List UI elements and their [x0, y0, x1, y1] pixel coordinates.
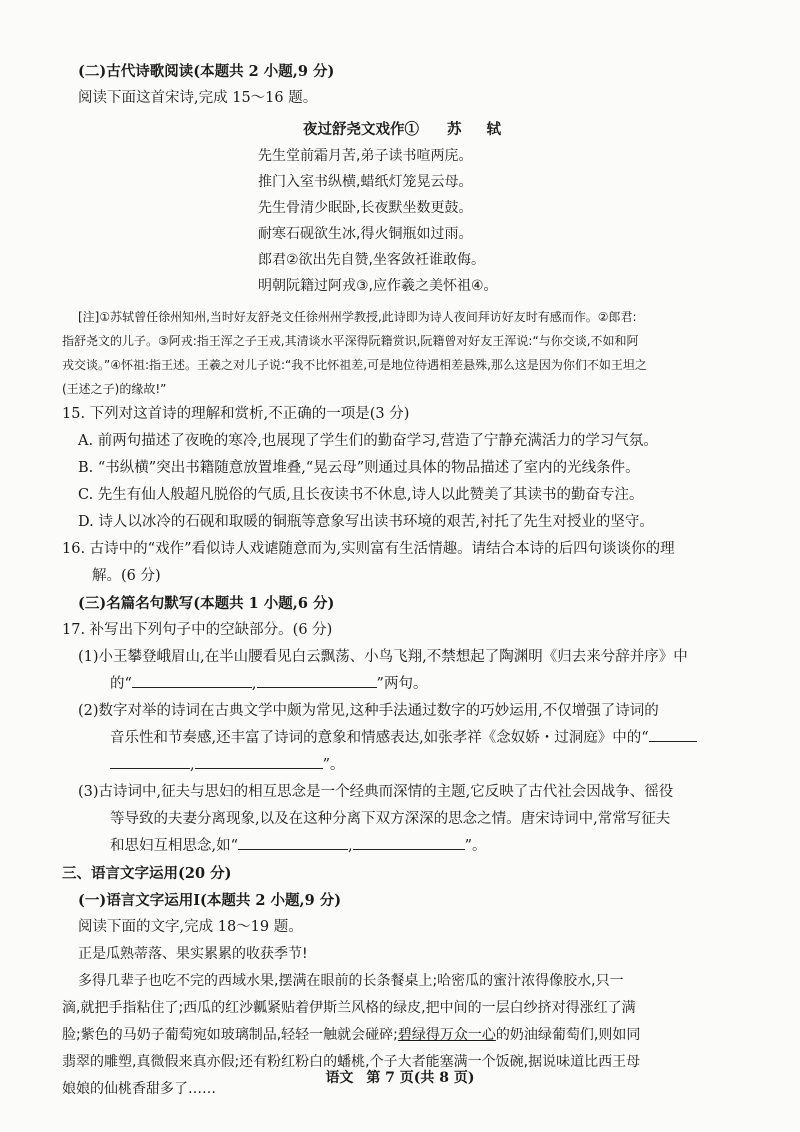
poem-line: 耐寒石砚欲生冰,得火铜瓶如过雨。 — [258, 226, 473, 242]
question-15-option-c: C. 先生有仙人般超凡脱俗的气质,且长夜读书不休息,诗人以此赞美了其读书的勤奋专注。 — [78, 487, 644, 503]
question-17-part-2-line-2: 音乐性和节奏感,还丰富了诗词的意象和情感表达,如张孝祥《念奴娇・过洞庭》中的“ — [62, 725, 752, 752]
section-intro: 阅读下面这首宋诗,完成 15～16 题。 — [78, 90, 318, 106]
question-17-part-2-line-1: (2)数字对举的诗词在古典文学中颇为常见,这种手法通过数字的巧妙运用,不仅增强了诗词的 — [78, 703, 659, 719]
answer-blank[interactable] — [195, 752, 323, 769]
answer-blank[interactable] — [238, 833, 348, 850]
poem-line: 先生骨清少眠卧,长夜默坐数更鼓。 — [258, 200, 473, 216]
section-heading-ancient-poetry: (二)古代诗歌阅读(本题共 2 小题,9 分) — [78, 63, 335, 80]
question-17-part-1-line-2: 的“ , ”两句。 — [62, 671, 752, 698]
question-15-option-b: B. “书纵横”突出书籍随意放置堆叠,“晃云母”则通过具体的物品描述了室内的光线条件。 — [78, 460, 640, 476]
poem-line: 郎君②欲出先自赞,坐客敛衽谁敢侮。 — [258, 252, 486, 268]
poem-line: 先生堂前霜月苦,弟子读书喧两庑。 — [258, 148, 473, 164]
poem-body — [62, 143, 752, 299]
question-17-part-3-line-1: (3)古诗词中,征夫与思妇的相互思念是一个经典而深情的主题,它反映了古代社会因战争、徭役 — [78, 784, 674, 800]
footer-page-number: 第 7 页(共 8 页) — [366, 1070, 475, 1086]
answer-blank[interactable] — [132, 671, 252, 688]
footer-subject: 语文 — [325, 1070, 354, 1086]
poem-title-row — [62, 116, 752, 143]
question-17-part-1-line-1: (1)小王攀登峨眉山,在半山腰看见白云飘荡、小鸟飞翔,不禁想起了陶渊明《归去来兮辞并序》中 — [78, 649, 688, 665]
question-17-part-2-line-3: , ”。 — [62, 752, 752, 779]
annotation-line: [注]①苏轼曾任徐州知州,当时好友舒尧文任徐州州学教授,此诗即为诗人夜间拜访好友时有感而作。②郎君: — [78, 310, 637, 324]
annotation-line: (王述之子)的缘故!” — [62, 382, 167, 396]
poem-line: 明朝阮籍过阿戎③,应作羲之美怀祖④。 — [258, 278, 498, 294]
answer-blank[interactable] — [353, 833, 465, 850]
poem-line: 推门入室书纵横,蜡纸灯笼晃云母。 — [258, 174, 473, 190]
question-17-part-3-line-2: 等导致的夫妻分离现象,以及在这种分离下双方深深的思念之情。唐宋诗词中,常常写征夫 — [110, 811, 671, 827]
poem-annotation — [62, 305, 752, 401]
answer-blank[interactable] — [257, 671, 377, 688]
question-16-line-2: 解。(6 分) — [92, 568, 161, 584]
question-16-line-1: 16. 古诗中的“戏作”看似诗人戏谑随意而为,实则富有生活情趣。请结合本诗的后四句谈谈你的理 — [62, 541, 675, 557]
page-footer — [0, 1065, 800, 1092]
section-heading-language-use-1: (一)语言文字运用Ⅰ(本题共 2 小题,9 分) — [78, 892, 342, 909]
section-heading-famous-lines: (三)名篇名句默写(本题共 1 小题,6 分) — [78, 595, 335, 612]
annotation-line: 指舒尧文的儿子。③阿戎:指王浑之子王戎,其清谈水平深得阮籍赏识,阮籍曾对好友王浑说:“与你交谈,不如和阿 — [62, 334, 639, 348]
poem-title: 夜过舒尧文戏作① — [302, 121, 419, 138]
question-17-part-3-line-3: 和思妇互相思念,如“ , ”。 — [62, 833, 752, 860]
passage-line: 脸;紫色的马奶子葡萄宛如玻璃制品,轻轻一触就会碰碎;碧绿得万众一心的奶油绿葡萄们,则如同 — [62, 1027, 641, 1043]
annotation-line: 戎交谈。”④怀祖:指王述。王羲之对儿子说:“我不比怀祖差,可是地位待遇相差悬殊,那么这是因为你们不如王坦之 — [62, 358, 647, 372]
answer-blank[interactable] — [110, 752, 190, 769]
question-15-stem: 15. 下列对这首诗的理解和赏析,不正确的一项是(3 分) — [62, 406, 410, 422]
exam-page — [62, 58, 752, 1103]
passage-line: 翡翠的雕塑,真微假来真亦假;还有粉红粉白的蟠桃,个子大者能塞满一个饭碗,据说味道比西王母 — [62, 1054, 641, 1070]
question-15-option-a: A. 前两句描述了夜晚的寒冷,也展现了学生们的勤奋学习,营造了宁静充满活力的学习气氛。 — [78, 433, 658, 449]
passage-line: 滴,就把手指粘住了;西瓜的红沙瓤紧贴着伊斯兰风格的绿皮,把中间的一层白纱挤对得涨红了满 — [62, 1000, 636, 1016]
question-17-stem: 17. 补写出下列句子中的空缺部分。(6 分) — [62, 622, 333, 638]
passage-line: 娘娘的仙桃香甜多了…… — [62, 1081, 216, 1097]
passage-line: 多得几辈子也吃不完的西域水果,摆满在眼前的长条餐桌上;哈密瓜的蜜汁浓得像胶水,只一 — [78, 973, 624, 989]
underlined-phrase: 碧绿得万众一心 — [397, 1027, 496, 1043]
question-15-option-d: D. 诗人以冰冷的石砚和取暖的铜瓶等意象写出读书环境的艰苦,衬托了先生对授业的坚守。 — [78, 514, 654, 530]
passage-lead: 正是瓜熟蒂落、果实累累的收获季节! — [78, 946, 308, 962]
answer-blank[interactable] — [649, 725, 697, 742]
poem-author: 苏 轼 — [446, 121, 512, 138]
section-heading-language-use: 三、语言文字运用(20 分) — [62, 865, 232, 882]
section-intro: 阅读下面的文字,完成 18～19 题。 — [78, 919, 303, 935]
